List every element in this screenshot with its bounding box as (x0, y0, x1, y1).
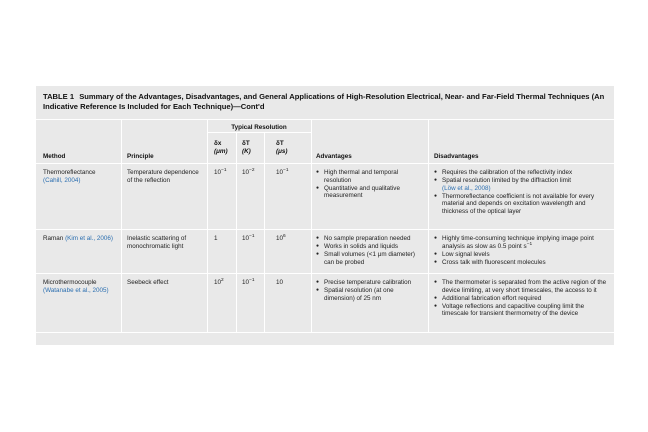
header-dx-unit: (μm) (214, 147, 228, 155)
row2-dtau-base: 10 (276, 235, 284, 242)
col-rule-1 (121, 119, 122, 332)
table-caption (43, 92, 609, 112)
row1-dt (242, 169, 255, 177)
row2-method (43, 235, 119, 243)
header-dtau-symbol: δT (276, 140, 284, 147)
header-dt-symbol: δT (242, 140, 250, 147)
list-item (434, 177, 608, 192)
row3-reference: (Watanabe et al., 2005) (43, 286, 109, 294)
row1-dt-exp: −2 (249, 168, 255, 173)
header-dtau (276, 140, 306, 155)
row3-dt-base: 10 (242, 279, 250, 286)
row3-dx-base: 10 (214, 279, 222, 286)
header-advantages: Advantages (316, 153, 352, 160)
row2-dt (242, 235, 255, 243)
row3-disadvantages (434, 279, 608, 318)
row1-dx (214, 169, 227, 177)
row3-dtau: 10 (276, 279, 284, 286)
row1-dt-base: 10 (242, 169, 250, 176)
row2-dtau-exp: 6 (283, 234, 286, 239)
row1-dtau (276, 169, 289, 177)
col-rule-2 (207, 119, 208, 332)
row2-reference: (Kim et al., 2006) (65, 235, 114, 242)
list-item (434, 235, 608, 250)
col-rule-4 (264, 132, 265, 332)
list-item: ● Cross talk with fluorescent molecules (434, 259, 608, 267)
col-rule-3 (236, 132, 237, 332)
row1-dx-exp: −1 (221, 168, 227, 173)
row-rule-2 (36, 273, 614, 274)
row-rule-3 (36, 332, 614, 333)
row2-dt-exp: −1 (249, 234, 255, 239)
col-rule-6 (428, 119, 429, 332)
row2-method-name: Raman (43, 235, 64, 242)
row2-advantages (316, 235, 422, 267)
row1-reference: (Cahill, 2004) (43, 176, 81, 184)
row1-principle: Temperature dependence of the reflection (127, 169, 199, 184)
row1-dtau-base: 10 (276, 169, 284, 176)
row2-dt-base: 10 (242, 235, 250, 242)
col-rule-5 (311, 119, 312, 332)
header-rule (36, 163, 614, 164)
list-item: ● Spatial resolution (at one dimension) of 25 nm (316, 287, 422, 302)
row-rule-1 (36, 229, 614, 230)
row3-method (43, 279, 119, 294)
header-disadvantages: Disadvantages (434, 153, 479, 160)
row2-dx: 1 (214, 235, 218, 242)
row1-method (43, 169, 119, 184)
list-item: ● Thermoreflectance coefficient is not available for every material and depends on excitation wavelength and thickness of the optical layer (434, 193, 608, 216)
row3-dt-exp: −1 (249, 278, 255, 283)
list-item: ● Low signal levels (434, 251, 608, 259)
caption-label: TABLE 1 (43, 92, 75, 101)
row3-dx (214, 279, 224, 287)
list-item: ● Works in solids and liquids (316, 243, 422, 251)
header-principle: Principle (127, 153, 154, 160)
caption-text: Summary of the Advantages, Disadvantages, and General Applications of High-Resolution Electrical, Near- and Far-Field Thermal Techniques (An Indicative Reference Is Included for Each Technique)—Cont'd (43, 92, 605, 111)
row3-dt (242, 279, 255, 287)
list-item: ● Small volumes (<1 μm diameter) can be probed (316, 251, 422, 266)
row3-principle: Seebeck effect (127, 279, 169, 286)
header-dt (242, 140, 262, 155)
list-item: ● Additional fabrication effort required (434, 295, 608, 303)
group-rule (207, 132, 311, 133)
list-item: ● Voltage reflections and capacitive coupling limit the timescale for transient thermometry of the device (434, 303, 608, 318)
row3-advantages (316, 279, 422, 303)
list-item: ● Quantitative and qualitative measurement (316, 185, 422, 200)
row2-dtau (276, 235, 286, 243)
list-item: ● No sample preparation needed (316, 235, 422, 243)
row2-disadvantages (434, 235, 608, 267)
header-typical-resolution: Typical Resolution (231, 124, 287, 131)
list-item-text: Highly time-consuming technique implying image point analysis as slow as 0.5 point s (442, 235, 594, 250)
list-item: ● The thermometer is separated from the active region of the device limiting, at very short timescales, the access to it (434, 279, 608, 294)
list-item: ● High thermal and temporal resolution (316, 169, 422, 184)
row2-principle: Inelastic scattering of monochromatic light (127, 235, 187, 250)
header-dt-unit: (K) (242, 147, 251, 155)
row3-dx-exp: 2 (221, 278, 224, 283)
dis-reference: (Löw et al., 2008) (442, 184, 491, 192)
caption-rule (36, 119, 614, 120)
row1-dx-base: 10 (214, 169, 222, 176)
list-item-text: Spatial resolution limited by the diffraction limit (442, 176, 572, 184)
table-card (36, 86, 614, 345)
list-item: ● Requires the calibration of the reflectivity index (434, 169, 608, 177)
row3-method-name: Microthermocouple (43, 279, 97, 286)
row1-method-name: Thermoreflectance (43, 169, 96, 176)
row1-dtau-exp: −1 (283, 168, 289, 173)
row1-advantages (316, 169, 422, 200)
row1-disadvantages (434, 169, 608, 216)
header-dx (214, 140, 234, 155)
header-dx-symbol: δx (214, 140, 222, 147)
list-item: ● Precise temperature calibration (316, 279, 422, 287)
list-item-exp: −1 (526, 241, 533, 247)
header-dtau-unit: (μs) (276, 147, 288, 155)
header-method: Method (43, 153, 66, 160)
